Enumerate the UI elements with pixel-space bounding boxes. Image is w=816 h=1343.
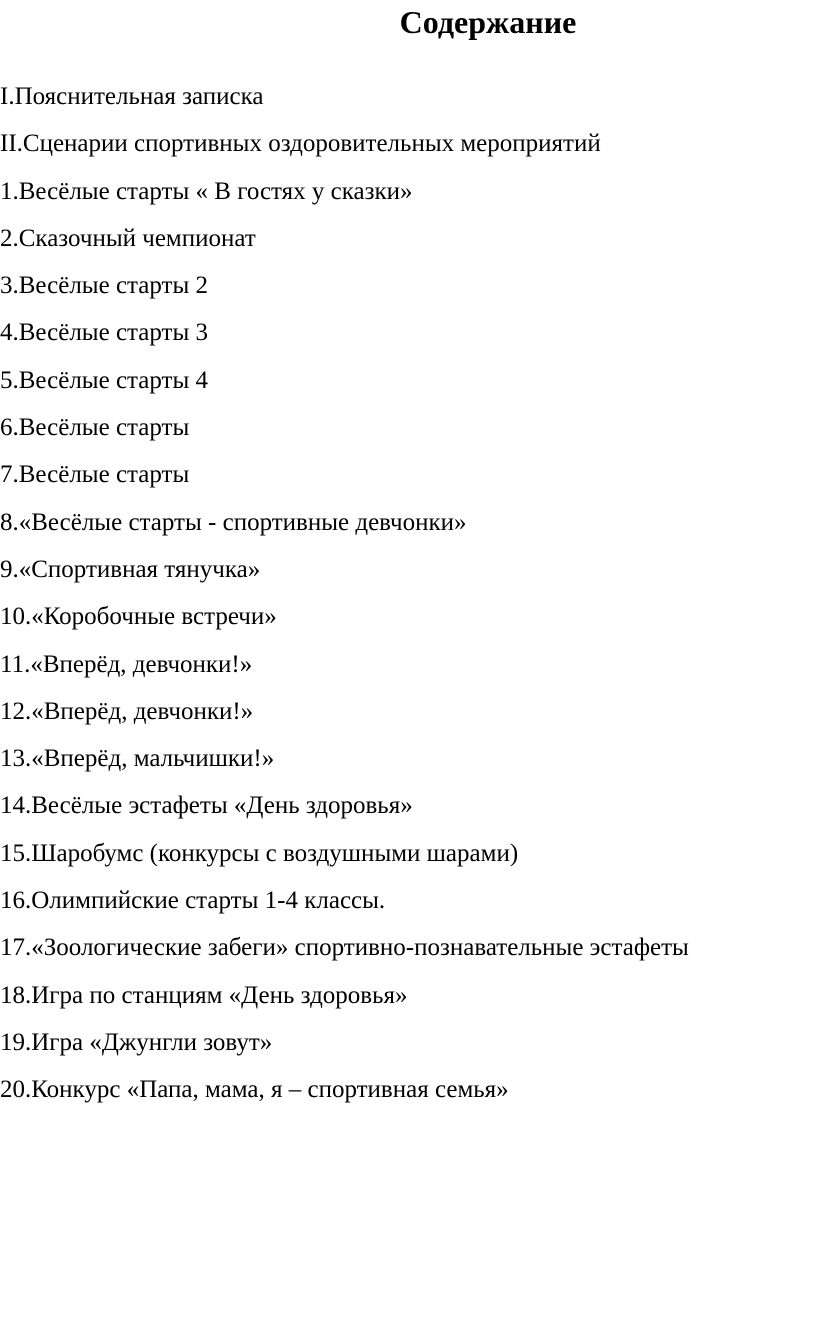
- toc-item: I.Пояснительная записка: [0, 83, 264, 110]
- toc-item: 8.«Весёлые старты - спортивные девчонки»: [0, 508, 467, 536]
- toc-item: 15.Шаробумс (конкурсы с воздушными шарами): [0, 839, 519, 867]
- toc-item: 5.Весёлые старты 4: [0, 366, 209, 394]
- toc-item: 6.Весёлые старты: [0, 414, 190, 442]
- toc-item: 3.Весёлые старты 2: [0, 272, 209, 300]
- toc-item: 9.«Спортивная тянучка»: [0, 555, 261, 583]
- toc-item: 11.«Вперёд, девчонки!»: [0, 650, 253, 678]
- toc-item: 18.Игра по станциям «День здоровья»: [0, 981, 408, 1009]
- toc-item: 17.«Зоологические забеги» спортивно-познавательные эстафеты: [0, 934, 689, 962]
- page-title: Содержание: [399, 4, 577, 40]
- toc-item: 13.«Вперёд, мальчишки!»: [0, 745, 275, 773]
- toc-item: 14.Весёлые эстафеты «День здоровья»: [0, 792, 413, 820]
- toc-item: 4.Весёлые старты 3: [0, 319, 209, 347]
- toc-item: 1.Весёлые старты « В гостях у сказки»: [0, 177, 413, 205]
- toc-item: 19.Игра «Джунгли зовут»: [0, 1028, 273, 1056]
- toc-item: 10.«Коробочные встречи»: [0, 603, 277, 631]
- toc-item: 12.«Вперёд, девчонки!»: [0, 697, 254, 725]
- toc-item: II.Сценарии спортивных оздоровительных мероприятий: [0, 130, 601, 158]
- toc-item: 2.Сказочный чемпионат: [0, 224, 256, 252]
- table-of-contents: [0, 79, 689, 1120]
- toc-item: 20.Конкурс «Папа, мама, я – спортивная семья»: [0, 1076, 509, 1104]
- toc-item: 7.Весёлые старты: [0, 461, 190, 489]
- toc-item: 16.Олимпийские старты 1-4 классы.: [0, 887, 386, 915]
